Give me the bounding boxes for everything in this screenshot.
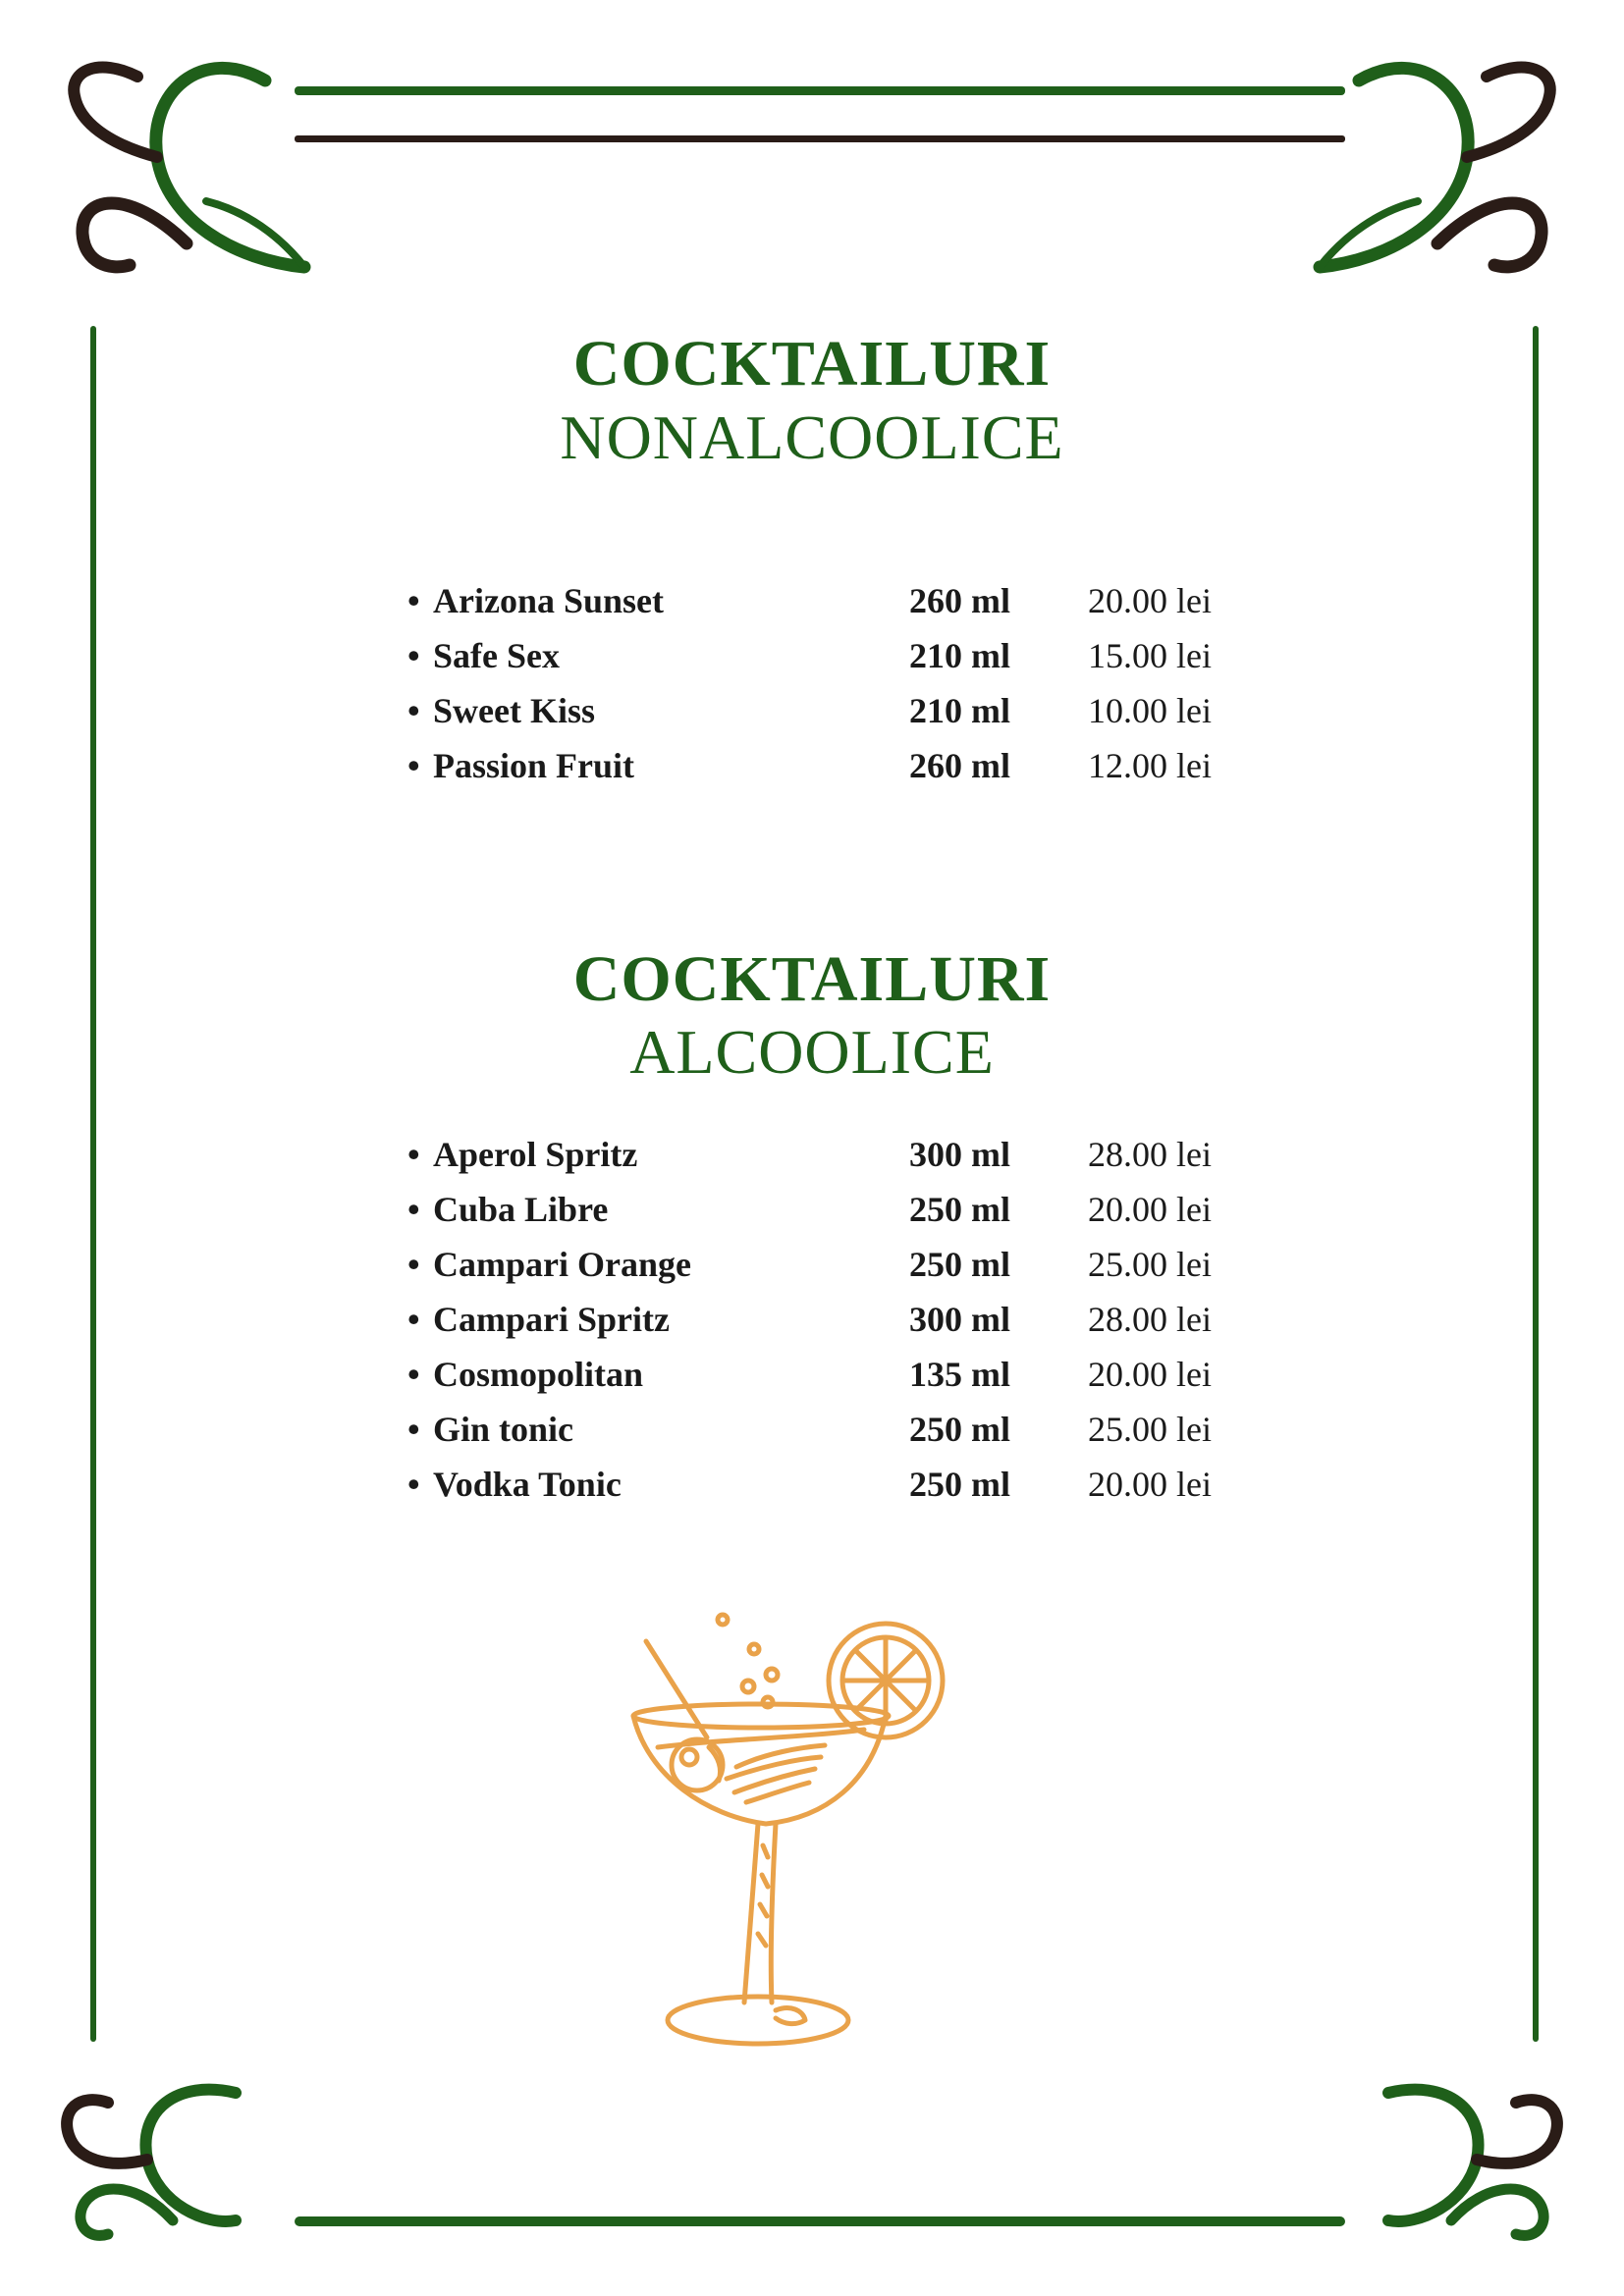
item-name: Aperol Spritz [433,1135,638,1174]
item-price: 25.00 lei [1088,1410,1212,1449]
item-volume: 260 ml [909,581,1010,620]
item-name: Passion Fruit [433,746,635,785]
menu-item [0,1127,1624,1182]
bullet: • [407,1190,420,1229]
menu-item [0,1347,1624,1402]
item-name: Safe Sex [433,636,560,675]
item-name: Arizona Sunset [433,581,665,620]
item-name: Cosmopolitan [433,1355,644,1394]
item-price: 25.00 lei [1088,1245,1212,1284]
item-price: 20.00 lei [1088,1465,1212,1504]
item-price: 12.00 lei [1088,746,1212,785]
corner-ornament-bottom-right [1388,2090,1557,2236]
corner-ornament-bottom-left [67,2090,236,2236]
bullet: • [407,1300,420,1339]
item-volume: 250 ml [909,1465,1010,1504]
bullet: • [407,746,420,785]
menu-item [0,1182,1624,1237]
item-name: Sweet Kiss [433,691,595,730]
section-subtitle-nonalcoolice: NONALCOOLICE [560,402,1064,472]
item-volume: 300 ml [909,1300,1010,1339]
section-subtitle-alcoolice: ALCOOLICE [629,1017,995,1087]
item-price: 20.00 lei [1088,1190,1212,1229]
menu-list-nonalcoolice [0,573,1624,793]
bullet: • [407,581,420,620]
corner-ornament-top-left [74,68,304,267]
bullet: • [407,1465,420,1504]
top-border-dark [295,135,1345,142]
bullet: • [407,1245,420,1284]
item-name: Campari Spritz [433,1300,670,1339]
bullet: • [407,1410,420,1449]
item-volume: 250 ml [909,1190,1010,1229]
item-name: Campari Orange [433,1245,691,1284]
menu-list-alcoolice [0,1127,1624,1512]
bullet: • [407,691,420,730]
cocktail-glass-icon [628,1600,962,2052]
item-price: 10.00 lei [1088,691,1212,730]
bullet: • [407,636,420,675]
top-border-green [295,86,1345,95]
item-price: 20.00 lei [1088,1355,1212,1394]
item-volume: 300 ml [909,1135,1010,1174]
item-volume: 210 ml [909,691,1010,730]
item-volume: 260 ml [909,746,1010,785]
menu-item [0,738,1624,793]
corner-ornament-top-right [1320,68,1550,267]
bottom-border-green [295,2216,1345,2226]
menu-item [0,1292,1624,1347]
item-price: 28.00 lei [1088,1300,1212,1339]
menu-item [0,1402,1624,1457]
menu-item [0,683,1624,738]
bullet: • [407,1135,420,1174]
menu-item [0,1237,1624,1292]
item-price: 20.00 lei [1088,581,1212,620]
item-volume: 250 ml [909,1410,1010,1449]
menu-item [0,1457,1624,1512]
item-price: 15.00 lei [1088,636,1212,675]
menu-item [0,573,1624,628]
item-name: Gin tonic [433,1410,574,1449]
item-volume: 210 ml [909,636,1010,675]
section-title-nonalcoolice: COCKTAILURI [572,328,1052,400]
menu-item [0,628,1624,683]
item-price: 28.00 lei [1088,1135,1212,1174]
section-title-alcoolice: COCKTAILURI [572,943,1052,1015]
item-name: Vodka Tonic [433,1465,622,1504]
item-name: Cuba Libre [433,1190,609,1229]
bullet: • [407,1355,420,1394]
item-volume: 250 ml [909,1245,1010,1284]
item-volume: 135 ml [909,1355,1010,1394]
